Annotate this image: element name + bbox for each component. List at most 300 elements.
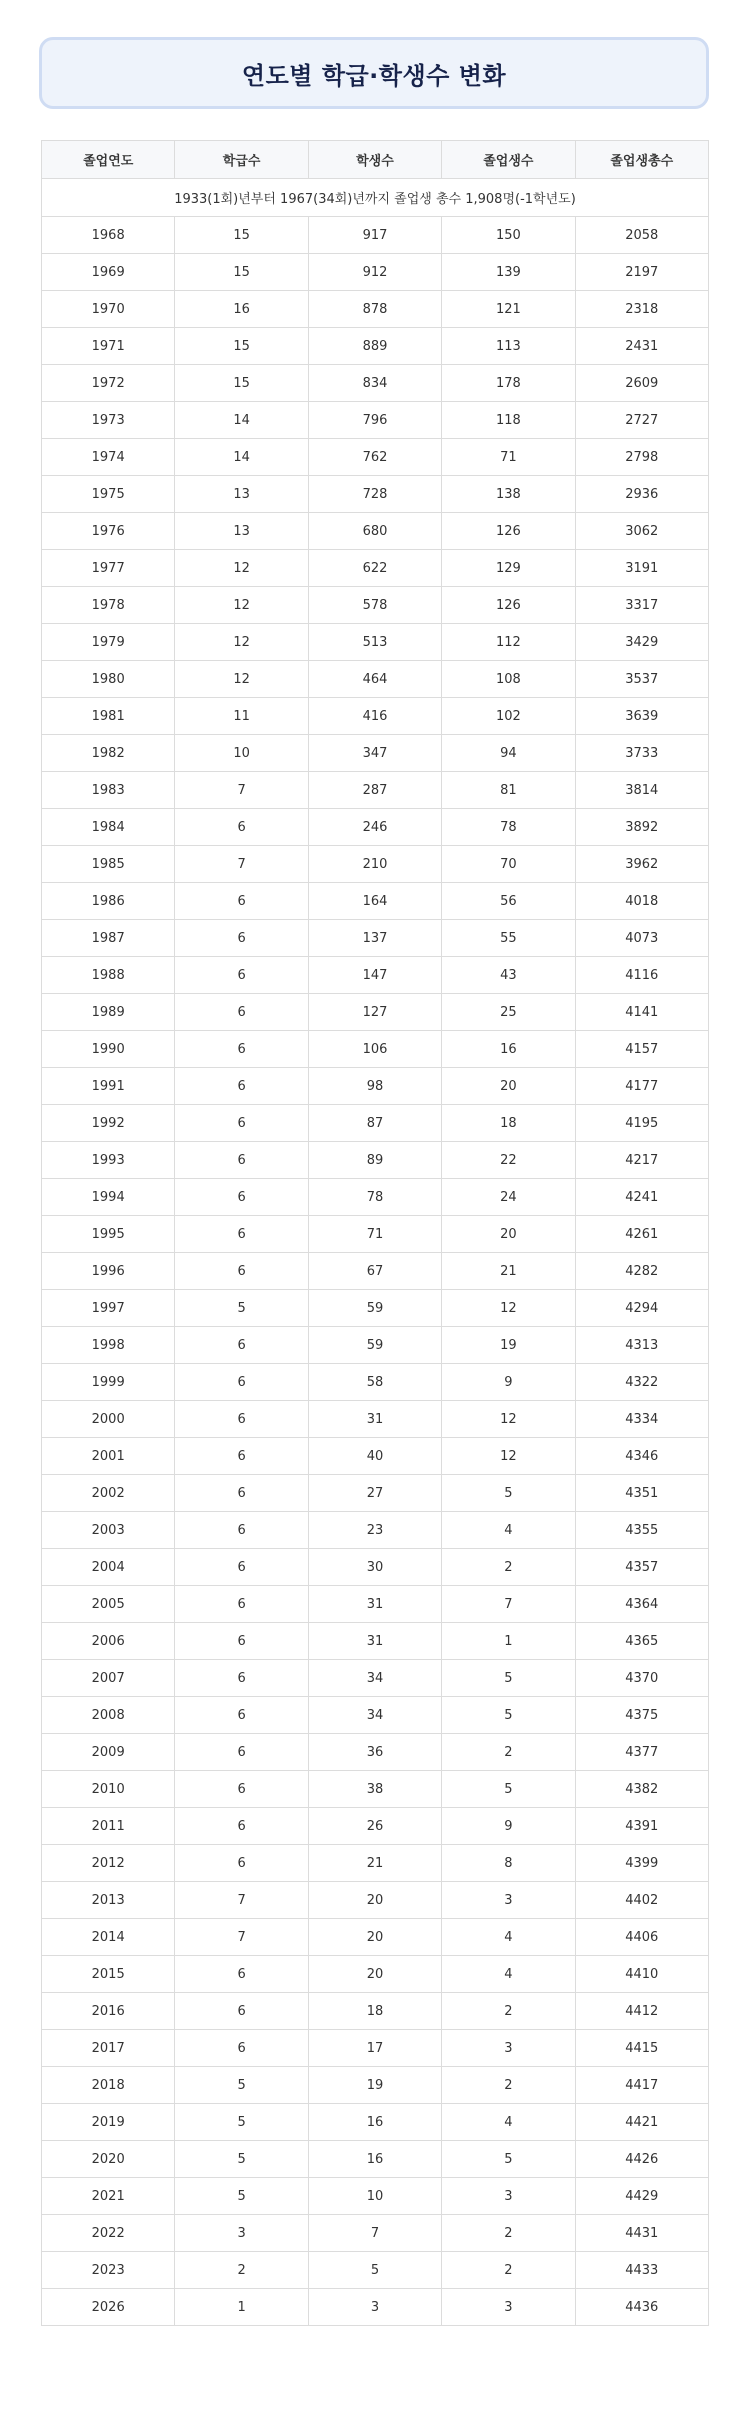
graduate-count-cell: 9: [442, 1364, 575, 1401]
graduate-total-cell: 4426: [575, 2141, 708, 2178]
header-row: [42, 141, 709, 179]
graduate-total-cell: 3191: [575, 550, 708, 587]
graduate-total-cell: 4334: [575, 1401, 708, 1438]
year-cell: 1980: [42, 661, 175, 698]
graduate-count-cell: 70: [442, 846, 575, 883]
graduate-count-cell: 43: [442, 957, 575, 994]
student-count-cell: 106: [308, 1031, 441, 1068]
student-count-cell: 912: [308, 254, 441, 291]
year-cell: 2014: [42, 1919, 175, 1956]
graduate-count-cell: 7: [442, 1586, 575, 1623]
year-cell: 1975: [42, 476, 175, 513]
student-count-cell: 416: [308, 698, 441, 735]
student-count-cell: 38: [308, 1771, 441, 1808]
graduate-count-cell: 3: [442, 2289, 575, 2326]
table-row: [42, 2178, 709, 2215]
class-count-cell: 5: [175, 1290, 308, 1327]
student-count-cell: 5: [308, 2252, 441, 2289]
class-count-cell: 6: [175, 1142, 308, 1179]
class-count-cell: 6: [175, 1586, 308, 1623]
title-banner: [39, 37, 709, 109]
student-count-cell: 26: [308, 1808, 441, 1845]
graduate-total-cell: 4018: [575, 883, 708, 920]
table-row: [42, 2067, 709, 2104]
year-cell: 1993: [42, 1142, 175, 1179]
graduate-count-cell: 178: [442, 365, 575, 402]
graduate-total-cell: 2058: [575, 217, 708, 254]
student-count-cell: 796: [308, 402, 441, 439]
year-cell: 1969: [42, 254, 175, 291]
graduate-total-cell: 4370: [575, 1660, 708, 1697]
graduate-total-cell: 3962: [575, 846, 708, 883]
year-cell: 1978: [42, 587, 175, 624]
graduate-total-cell: 4421: [575, 2104, 708, 2141]
class-count-cell: 6: [175, 1660, 308, 1697]
table-row: [42, 1808, 709, 1845]
year-cell: 1982: [42, 735, 175, 772]
table-row: [42, 1142, 709, 1179]
class-count-cell: 5: [175, 2104, 308, 2141]
table-row: [42, 587, 709, 624]
table-row: [42, 439, 709, 476]
class-count-cell: 6: [175, 1993, 308, 2030]
table-row: [42, 513, 709, 550]
year-cell: 1987: [42, 920, 175, 957]
student-count-cell: 16: [308, 2141, 441, 2178]
table-row: [42, 365, 709, 402]
graduate-count-cell: 126: [442, 587, 575, 624]
class-count-cell: 3: [175, 2215, 308, 2252]
year-cell: 2023: [42, 2252, 175, 2289]
graduate-count-cell: 3: [442, 1882, 575, 1919]
class-count-cell: 5: [175, 2067, 308, 2104]
year-cell: 2017: [42, 2030, 175, 2067]
student-count-cell: 7: [308, 2215, 441, 2252]
year-cell: 2004: [42, 1549, 175, 1586]
student-count-cell: 59: [308, 1327, 441, 1364]
graduate-count-cell: 1: [442, 1623, 575, 1660]
student-count-cell: 78: [308, 1179, 441, 1216]
graduate-count-cell: 94: [442, 735, 575, 772]
class-count-cell: 6: [175, 1512, 308, 1549]
table-row: [42, 2252, 709, 2289]
graduate-count-cell: 12: [442, 1438, 575, 1475]
table-header: [42, 141, 709, 179]
graduate-total-cell: 4177: [575, 1068, 708, 1105]
table-row: [42, 1438, 709, 1475]
year-cell: 1974: [42, 439, 175, 476]
student-count-cell: 17: [308, 2030, 441, 2067]
student-count-cell: 58: [308, 1364, 441, 1401]
class-count-cell: 6: [175, 1697, 308, 1734]
graduate-total-cell: 4116: [575, 957, 708, 994]
graduate-count-cell: 71: [442, 439, 575, 476]
year-cell: 1968: [42, 217, 175, 254]
table-row: [42, 1771, 709, 1808]
student-count-cell: 680: [308, 513, 441, 550]
student-count-cell: 10: [308, 2178, 441, 2215]
graduate-total-cell: 3317: [575, 587, 708, 624]
student-count-cell: 513: [308, 624, 441, 661]
graduate-total-cell: 3537: [575, 661, 708, 698]
graduate-count-cell: 121: [442, 291, 575, 328]
table-row: [42, 328, 709, 365]
graduate-total-cell: 3639: [575, 698, 708, 735]
graduate-total-cell: 2727: [575, 402, 708, 439]
graduate-total-cell: 4346: [575, 1438, 708, 1475]
student-count-cell: 347: [308, 735, 441, 772]
graduate-count-cell: 2: [442, 2215, 575, 2252]
table-row: [42, 2215, 709, 2252]
table-row: [42, 1845, 709, 1882]
year-cell: 1990: [42, 1031, 175, 1068]
graduate-total-cell: 4377: [575, 1734, 708, 1771]
table-row: [42, 957, 709, 994]
year-cell: 2018: [42, 2067, 175, 2104]
class-count-cell: 6: [175, 2030, 308, 2067]
class-count-cell: 6: [175, 1327, 308, 1364]
year-cell: 1995: [42, 1216, 175, 1253]
year-cell: 2026: [42, 2289, 175, 2326]
year-cell: 2006: [42, 1623, 175, 1660]
graduate-count-cell: 16: [442, 1031, 575, 1068]
class-count-cell: 6: [175, 1031, 308, 1068]
student-count-cell: 18: [308, 1993, 441, 2030]
graduate-total-cell: 3892: [575, 809, 708, 846]
class-count-cell: 16: [175, 291, 308, 328]
class-count-cell: 2: [175, 2252, 308, 2289]
graduate-count-cell: 139: [442, 254, 575, 291]
graduate-count-cell: 2: [442, 1734, 575, 1771]
table-row: [42, 1290, 709, 1327]
table-row: [42, 1364, 709, 1401]
table-row: [42, 1216, 709, 1253]
graduate-count-cell: 108: [442, 661, 575, 698]
graduate-total-cell: 4415: [575, 2030, 708, 2067]
class-count-cell: 13: [175, 476, 308, 513]
graduate-count-cell: 126: [442, 513, 575, 550]
year-cell: 2021: [42, 2178, 175, 2215]
class-count-cell: 6: [175, 883, 308, 920]
student-count-cell: 246: [308, 809, 441, 846]
student-count-cell: 20: [308, 1882, 441, 1919]
graduate-count-cell: 56: [442, 883, 575, 920]
table-row: [42, 1919, 709, 1956]
class-count-cell: 7: [175, 846, 308, 883]
table-row: [42, 809, 709, 846]
class-count-cell: 6: [175, 1068, 308, 1105]
class-count-cell: 15: [175, 254, 308, 291]
student-count-cell: 34: [308, 1697, 441, 1734]
class-count-cell: 14: [175, 402, 308, 439]
graduate-total-cell: 2609: [575, 365, 708, 402]
table-row: [42, 1105, 709, 1142]
graduate-total-cell: 2318: [575, 291, 708, 328]
table-row: [42, 1623, 709, 1660]
class-count-cell: 6: [175, 1253, 308, 1290]
class-count-cell: 6: [175, 1438, 308, 1475]
table-row: [42, 2104, 709, 2141]
year-cell: 2013: [42, 1882, 175, 1919]
header-student-count: 학생수: [308, 141, 441, 179]
class-count-cell: 6: [175, 1956, 308, 1993]
year-cell: 1994: [42, 1179, 175, 1216]
graduate-count-cell: 5: [442, 1771, 575, 1808]
table-row: [42, 1512, 709, 1549]
year-cell: 1992: [42, 1105, 175, 1142]
graduate-total-cell: 4399: [575, 1845, 708, 1882]
graduate-total-cell: 4402: [575, 1882, 708, 1919]
page-title: 연도별 학급·학생수 변화: [241, 61, 507, 90]
graduate-total-cell: 2197: [575, 254, 708, 291]
class-count-cell: 6: [175, 994, 308, 1031]
graduate-total-cell: 4412: [575, 1993, 708, 2030]
student-count-cell: 464: [308, 661, 441, 698]
graduate-total-cell: 4365: [575, 1623, 708, 1660]
table-row: [42, 994, 709, 1031]
class-count-cell: 15: [175, 365, 308, 402]
table-row: [42, 772, 709, 809]
year-cell: 2003: [42, 1512, 175, 1549]
note-cell: 1933(1회)년부터 1967(34회)년까지 졸업생 총수 1,908명(-1학년도): [42, 179, 709, 217]
class-count-cell: 5: [175, 2141, 308, 2178]
header-graduate-count: 졸업생수: [442, 141, 575, 179]
graduate-total-cell: 4410: [575, 1956, 708, 1993]
graduate-total-cell: 4382: [575, 1771, 708, 1808]
graduate-total-cell: 4313: [575, 1327, 708, 1364]
graduate-total-cell: 4322: [575, 1364, 708, 1401]
table-row: [42, 1068, 709, 1105]
graduate-count-cell: 129: [442, 550, 575, 587]
year-cell: 1985: [42, 846, 175, 883]
graduate-total-cell: 4433: [575, 2252, 708, 2289]
class-count-cell: 7: [175, 772, 308, 809]
table-row: [42, 846, 709, 883]
class-count-cell: 10: [175, 735, 308, 772]
class-count-cell: 6: [175, 1475, 308, 1512]
student-count-cell: 127: [308, 994, 441, 1031]
graduate-count-cell: 150: [442, 217, 575, 254]
student-count-cell: 30: [308, 1549, 441, 1586]
student-count-cell: 71: [308, 1216, 441, 1253]
student-count-cell: 578: [308, 587, 441, 624]
graduate-total-cell: 4431: [575, 2215, 708, 2252]
table-row: [42, 1327, 709, 1364]
graduate-count-cell: 25: [442, 994, 575, 1031]
graduate-total-cell: 4157: [575, 1031, 708, 1068]
class-count-cell: 6: [175, 1623, 308, 1660]
student-count-cell: 622: [308, 550, 441, 587]
year-cell: 2005: [42, 1586, 175, 1623]
graduate-total-cell: 3814: [575, 772, 708, 809]
class-count-cell: 6: [175, 1808, 308, 1845]
graduate-total-cell: 2431: [575, 328, 708, 365]
class-count-cell: 12: [175, 661, 308, 698]
graduate-count-cell: 2: [442, 2067, 575, 2104]
graduate-count-cell: 12: [442, 1401, 575, 1438]
graduate-count-cell: 3: [442, 2178, 575, 2215]
class-count-cell: 12: [175, 624, 308, 661]
graduate-count-cell: 18: [442, 1105, 575, 1142]
student-count-cell: 31: [308, 1623, 441, 1660]
table-row: [42, 735, 709, 772]
class-count-cell: 6: [175, 1401, 308, 1438]
year-cell: 1970: [42, 291, 175, 328]
year-cell: 1991: [42, 1068, 175, 1105]
class-count-cell: 6: [175, 1549, 308, 1586]
table-row: [42, 254, 709, 291]
class-count-cell: 12: [175, 550, 308, 587]
graduate-total-cell: 2936: [575, 476, 708, 513]
table-row: [42, 476, 709, 513]
class-count-cell: 6: [175, 1105, 308, 1142]
class-count-cell: 7: [175, 1919, 308, 1956]
table-row: [42, 1993, 709, 2030]
year-cell: 2012: [42, 1845, 175, 1882]
table-row: [42, 2141, 709, 2178]
graduate-count-cell: 5: [442, 1697, 575, 1734]
year-cell: 2019: [42, 2104, 175, 2141]
graduate-total-cell: 2798: [575, 439, 708, 476]
class-count-cell: 15: [175, 328, 308, 365]
class-count-cell: 5: [175, 2178, 308, 2215]
year-cell: 2010: [42, 1771, 175, 1808]
table-row: [42, 402, 709, 439]
student-count-cell: 20: [308, 1919, 441, 1956]
table-row: [42, 1475, 709, 1512]
year-cell: 1971: [42, 328, 175, 365]
student-count-cell: 878: [308, 291, 441, 328]
table-row: [42, 291, 709, 328]
class-count-cell: 13: [175, 513, 308, 550]
student-count-cell: 287: [308, 772, 441, 809]
table-row: [42, 624, 709, 661]
graduate-total-cell: 4241: [575, 1179, 708, 1216]
enrollment-table: [41, 140, 709, 2326]
graduate-count-cell: 102: [442, 698, 575, 735]
student-count-cell: 59: [308, 1290, 441, 1327]
graduate-count-cell: 8: [442, 1845, 575, 1882]
table-body: [42, 179, 709, 2326]
graduate-total-cell: 4417: [575, 2067, 708, 2104]
year-cell: 2007: [42, 1660, 175, 1697]
student-count-cell: 728: [308, 476, 441, 513]
class-count-cell: 6: [175, 920, 308, 957]
graduate-count-cell: 118: [442, 402, 575, 439]
student-count-cell: 98: [308, 1068, 441, 1105]
graduate-count-cell: 24: [442, 1179, 575, 1216]
year-cell: 1986: [42, 883, 175, 920]
graduate-count-cell: 2: [442, 1993, 575, 2030]
graduate-count-cell: 2: [442, 1549, 575, 1586]
table-row: [42, 661, 709, 698]
year-cell: 1984: [42, 809, 175, 846]
year-cell: 1977: [42, 550, 175, 587]
graduate-count-cell: 4: [442, 1512, 575, 1549]
graduate-count-cell: 19: [442, 1327, 575, 1364]
graduate-count-cell: 12: [442, 1290, 575, 1327]
year-cell: 2002: [42, 1475, 175, 1512]
student-count-cell: 137: [308, 920, 441, 957]
class-count-cell: 11: [175, 698, 308, 735]
graduate-count-cell: 112: [442, 624, 575, 661]
student-count-cell: 917: [308, 217, 441, 254]
year-cell: 2001: [42, 1438, 175, 1475]
graduate-count-cell: 78: [442, 809, 575, 846]
graduate-total-cell: 4351: [575, 1475, 708, 1512]
graduate-count-cell: 2: [442, 2252, 575, 2289]
table-row: [42, 1956, 709, 1993]
class-count-cell: 6: [175, 1364, 308, 1401]
student-count-cell: 34: [308, 1660, 441, 1697]
graduate-total-cell: 4357: [575, 1549, 708, 1586]
student-count-cell: 210: [308, 846, 441, 883]
class-count-cell: 1: [175, 2289, 308, 2326]
year-cell: 1972: [42, 365, 175, 402]
note-row: [42, 179, 709, 217]
table-row: [42, 1253, 709, 1290]
class-count-cell: 6: [175, 957, 308, 994]
table-row: [42, 1179, 709, 1216]
student-count-cell: 21: [308, 1845, 441, 1882]
year-cell: 1989: [42, 994, 175, 1031]
graduate-count-cell: 21: [442, 1253, 575, 1290]
year-cell: 1999: [42, 1364, 175, 1401]
graduate-count-cell: 20: [442, 1216, 575, 1253]
table-row: [42, 1660, 709, 1697]
graduate-count-cell: 20: [442, 1068, 575, 1105]
graduate-total-cell: 4375: [575, 1697, 708, 1734]
graduate-count-cell: 4: [442, 1956, 575, 1993]
year-cell: 2009: [42, 1734, 175, 1771]
graduate-total-cell: 4073: [575, 920, 708, 957]
class-count-cell: 14: [175, 439, 308, 476]
graduate-total-cell: 4217: [575, 1142, 708, 1179]
student-count-cell: 16: [308, 2104, 441, 2141]
graduate-total-cell: 4436: [575, 2289, 708, 2326]
table-row: [42, 1401, 709, 1438]
graduate-total-cell: 4195: [575, 1105, 708, 1142]
student-count-cell: 164: [308, 883, 441, 920]
year-cell: 2011: [42, 1808, 175, 1845]
graduate-total-cell: 4261: [575, 1216, 708, 1253]
class-count-cell: 6: [175, 1216, 308, 1253]
table-row: [42, 1031, 709, 1068]
graduate-count-cell: 55: [442, 920, 575, 957]
graduate-total-cell: 3429: [575, 624, 708, 661]
table-row: [42, 883, 709, 920]
year-cell: 1981: [42, 698, 175, 735]
year-cell: 1976: [42, 513, 175, 550]
student-count-cell: 762: [308, 439, 441, 476]
graduate-count-cell: 22: [442, 1142, 575, 1179]
year-cell: 2016: [42, 1993, 175, 2030]
graduate-total-cell: 3733: [575, 735, 708, 772]
graduate-total-cell: 4294: [575, 1290, 708, 1327]
student-count-cell: 67: [308, 1253, 441, 1290]
class-count-cell: 7: [175, 1882, 308, 1919]
graduate-total-cell: 4364: [575, 1586, 708, 1623]
student-count-cell: 3: [308, 2289, 441, 2326]
student-count-cell: 147: [308, 957, 441, 994]
student-count-cell: 89: [308, 1142, 441, 1179]
graduate-count-cell: 3: [442, 2030, 575, 2067]
student-count-cell: 834: [308, 365, 441, 402]
graduate-count-cell: 4: [442, 2104, 575, 2141]
graduate-count-cell: 113: [442, 328, 575, 365]
student-count-cell: 23: [308, 1512, 441, 1549]
graduate-count-cell: 5: [442, 2141, 575, 2178]
